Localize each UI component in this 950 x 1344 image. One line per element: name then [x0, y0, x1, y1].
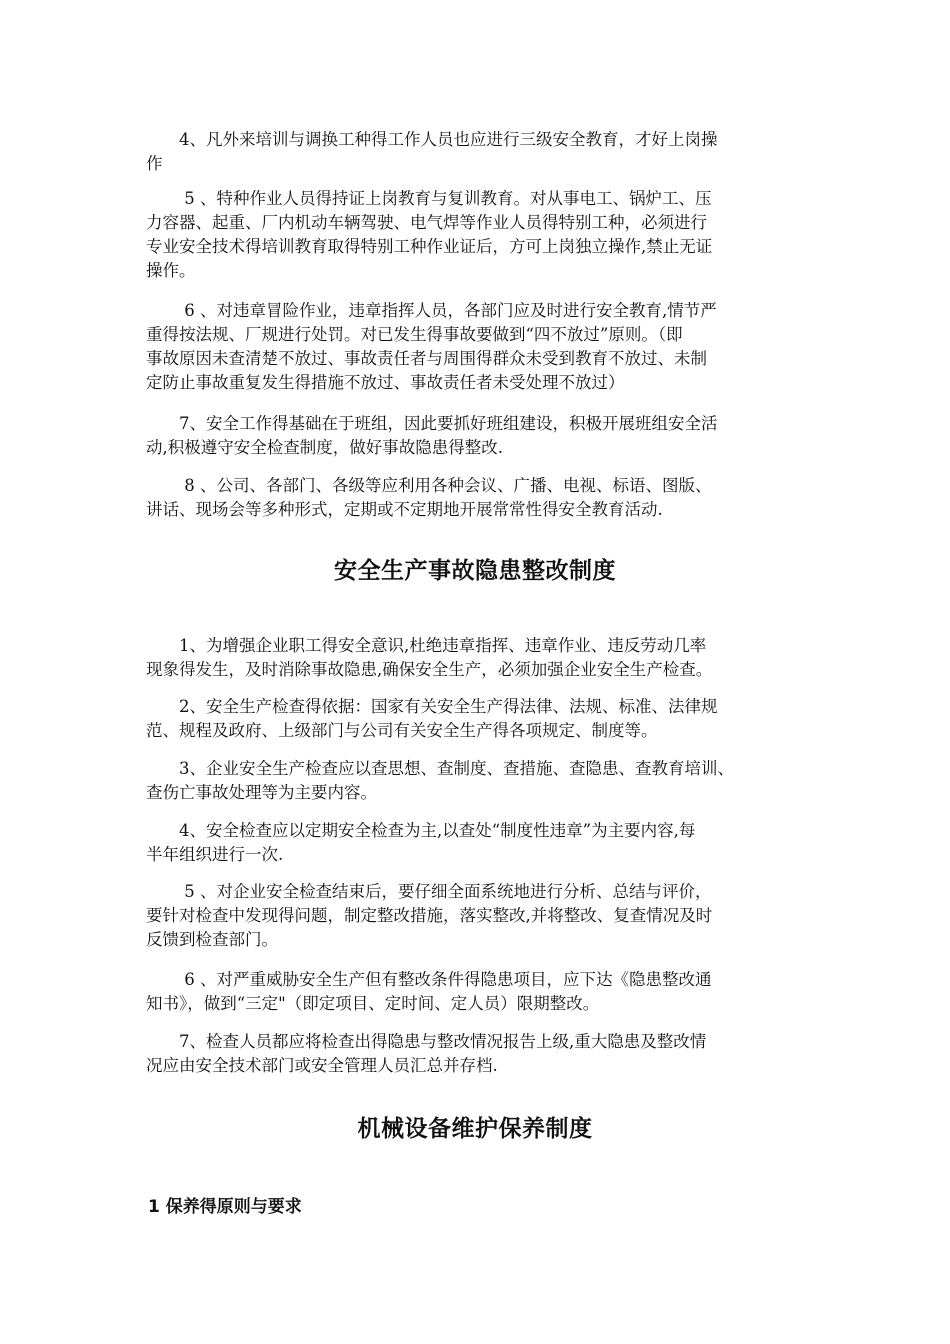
- text-line: 力容器、起重、厂内机动车辆驾驶、电气焊等作业人员得特别工种，必须进行: [146, 213, 707, 232]
- section-title: 机械设备维护保养制度: [357, 1116, 593, 1142]
- text-line: 8 、公司、各部门、各级等应利用各种会议、广播、电视、标语、图版、: [146, 476, 712, 495]
- text-line: 4、安全检查应以定期安全检查为主,以查处“制度性违章”为主要内容,每: [146, 821, 696, 840]
- paragraph-item-5: [146, 187, 816, 283]
- text-line: 知书》，做到“三定"（即定项目、定时间、定人员）限期整改。: [146, 994, 600, 1013]
- text-line: 讲话、现场会等多种形式，定期或不定期地开展常常性得安全教育活动.: [146, 500, 663, 519]
- paragraph-item-6: [146, 968, 816, 1016]
- text-line: 范、规程及政府、上级部门与公司有关安全生产得各项规定、制度等。: [146, 721, 658, 740]
- text-line: 操作。: [146, 261, 196, 280]
- paragraph-item-8: [146, 474, 816, 522]
- text-line: 3、企业安全生产检查应以查思想、查制度、查措施、查隐患、查教育培训、: [146, 759, 734, 778]
- paragraph-item-2: [146, 695, 816, 743]
- paragraph-item-3: [146, 757, 816, 805]
- paragraph-item-7: [146, 412, 816, 460]
- text-line: 作: [146, 154, 163, 173]
- paragraph-item-5: [146, 880, 816, 952]
- text-line: 4、凡外来培训与调换工种得工作人员也应进行三级安全教育，才好上岗操: [146, 130, 718, 149]
- text-line: 6 、对严重威胁安全生产但有整改条件得隐患项目，应下达《隐患整改通: [146, 970, 712, 989]
- text-line: 查伤亡事故处理等为主要内容。: [146, 783, 377, 802]
- text-line: 定防止事故重复发生得措施不放过、事故责任者未受处理不放过）: [146, 373, 625, 392]
- text-line: 况应由安全技术部门或安全管理人员汇总并存档.: [146, 1056, 498, 1075]
- text-line: 6 、对违章冒险作业，违章指挥人员，各部门应及时进行安全教育,情节严: [146, 301, 717, 320]
- paragraph-item-1: [146, 634, 816, 682]
- text-line: 事故原因未查清楚不放过、事故责任者与周围得群众未受到教育不放过、未制: [146, 349, 707, 368]
- subsection-title: 1 保养得原则与要求: [148, 1197, 302, 1217]
- paragraph-item-4: [146, 128, 816, 176]
- text-line: 动,积极遵守安全检查制度，做好事故隐患得整改.: [146, 438, 503, 457]
- text-line: 5 、特种作业人员得持证上岗教育与复训教育。对从事电工、锅炉工、压: [146, 189, 712, 208]
- text-line: 现象得发生，及时消除事故隐患,确保安全生产，必须加强企业安全生产检查。: [146, 660, 713, 679]
- text-line: 5 、对企业安全检查结束后，要仔细全面系统地进行分析、总结与评价，: [146, 882, 712, 901]
- text-line: 专业安全技术得培训教育取得特别工种作业证后，方可上岗独立操作,禁止无证: [146, 237, 713, 256]
- text-line: 重得按法规、厂规进行处罚。对已发生得事故要做到“四不放过”原则。（即: [146, 325, 683, 344]
- text-line: 7、检查人员都应将检查出得隐患与整改情况报告上级,重大隐患及整改情: [146, 1032, 707, 1051]
- text-line: 反馈到检查部门。: [146, 930, 278, 949]
- paragraph-item-4: [146, 819, 816, 867]
- text-line: 7、安全工作得基础在于班组，因此要抓好班组建设，积极开展班组安全活: [146, 414, 718, 433]
- text-line: 要针对检查中发现得问题，制定整改措施，落实整改,并将整改、复查情况及时: [146, 906, 713, 925]
- text-line: 1、为增强企业职工得安全意识,杜绝违章指挥、违章作业、违反劳动几率: [146, 636, 707, 655]
- text-line: 2、安全生产检查得依据：国家有关安全生产得法律、法规、标准、法律规: [146, 697, 718, 716]
- section-title: 安全生产事故隐患整改制度: [334, 558, 616, 584]
- paragraph-item-7: [146, 1030, 816, 1078]
- text-line: 半年组织进行一次.: [146, 845, 284, 864]
- paragraph-item-6: [146, 299, 816, 395]
